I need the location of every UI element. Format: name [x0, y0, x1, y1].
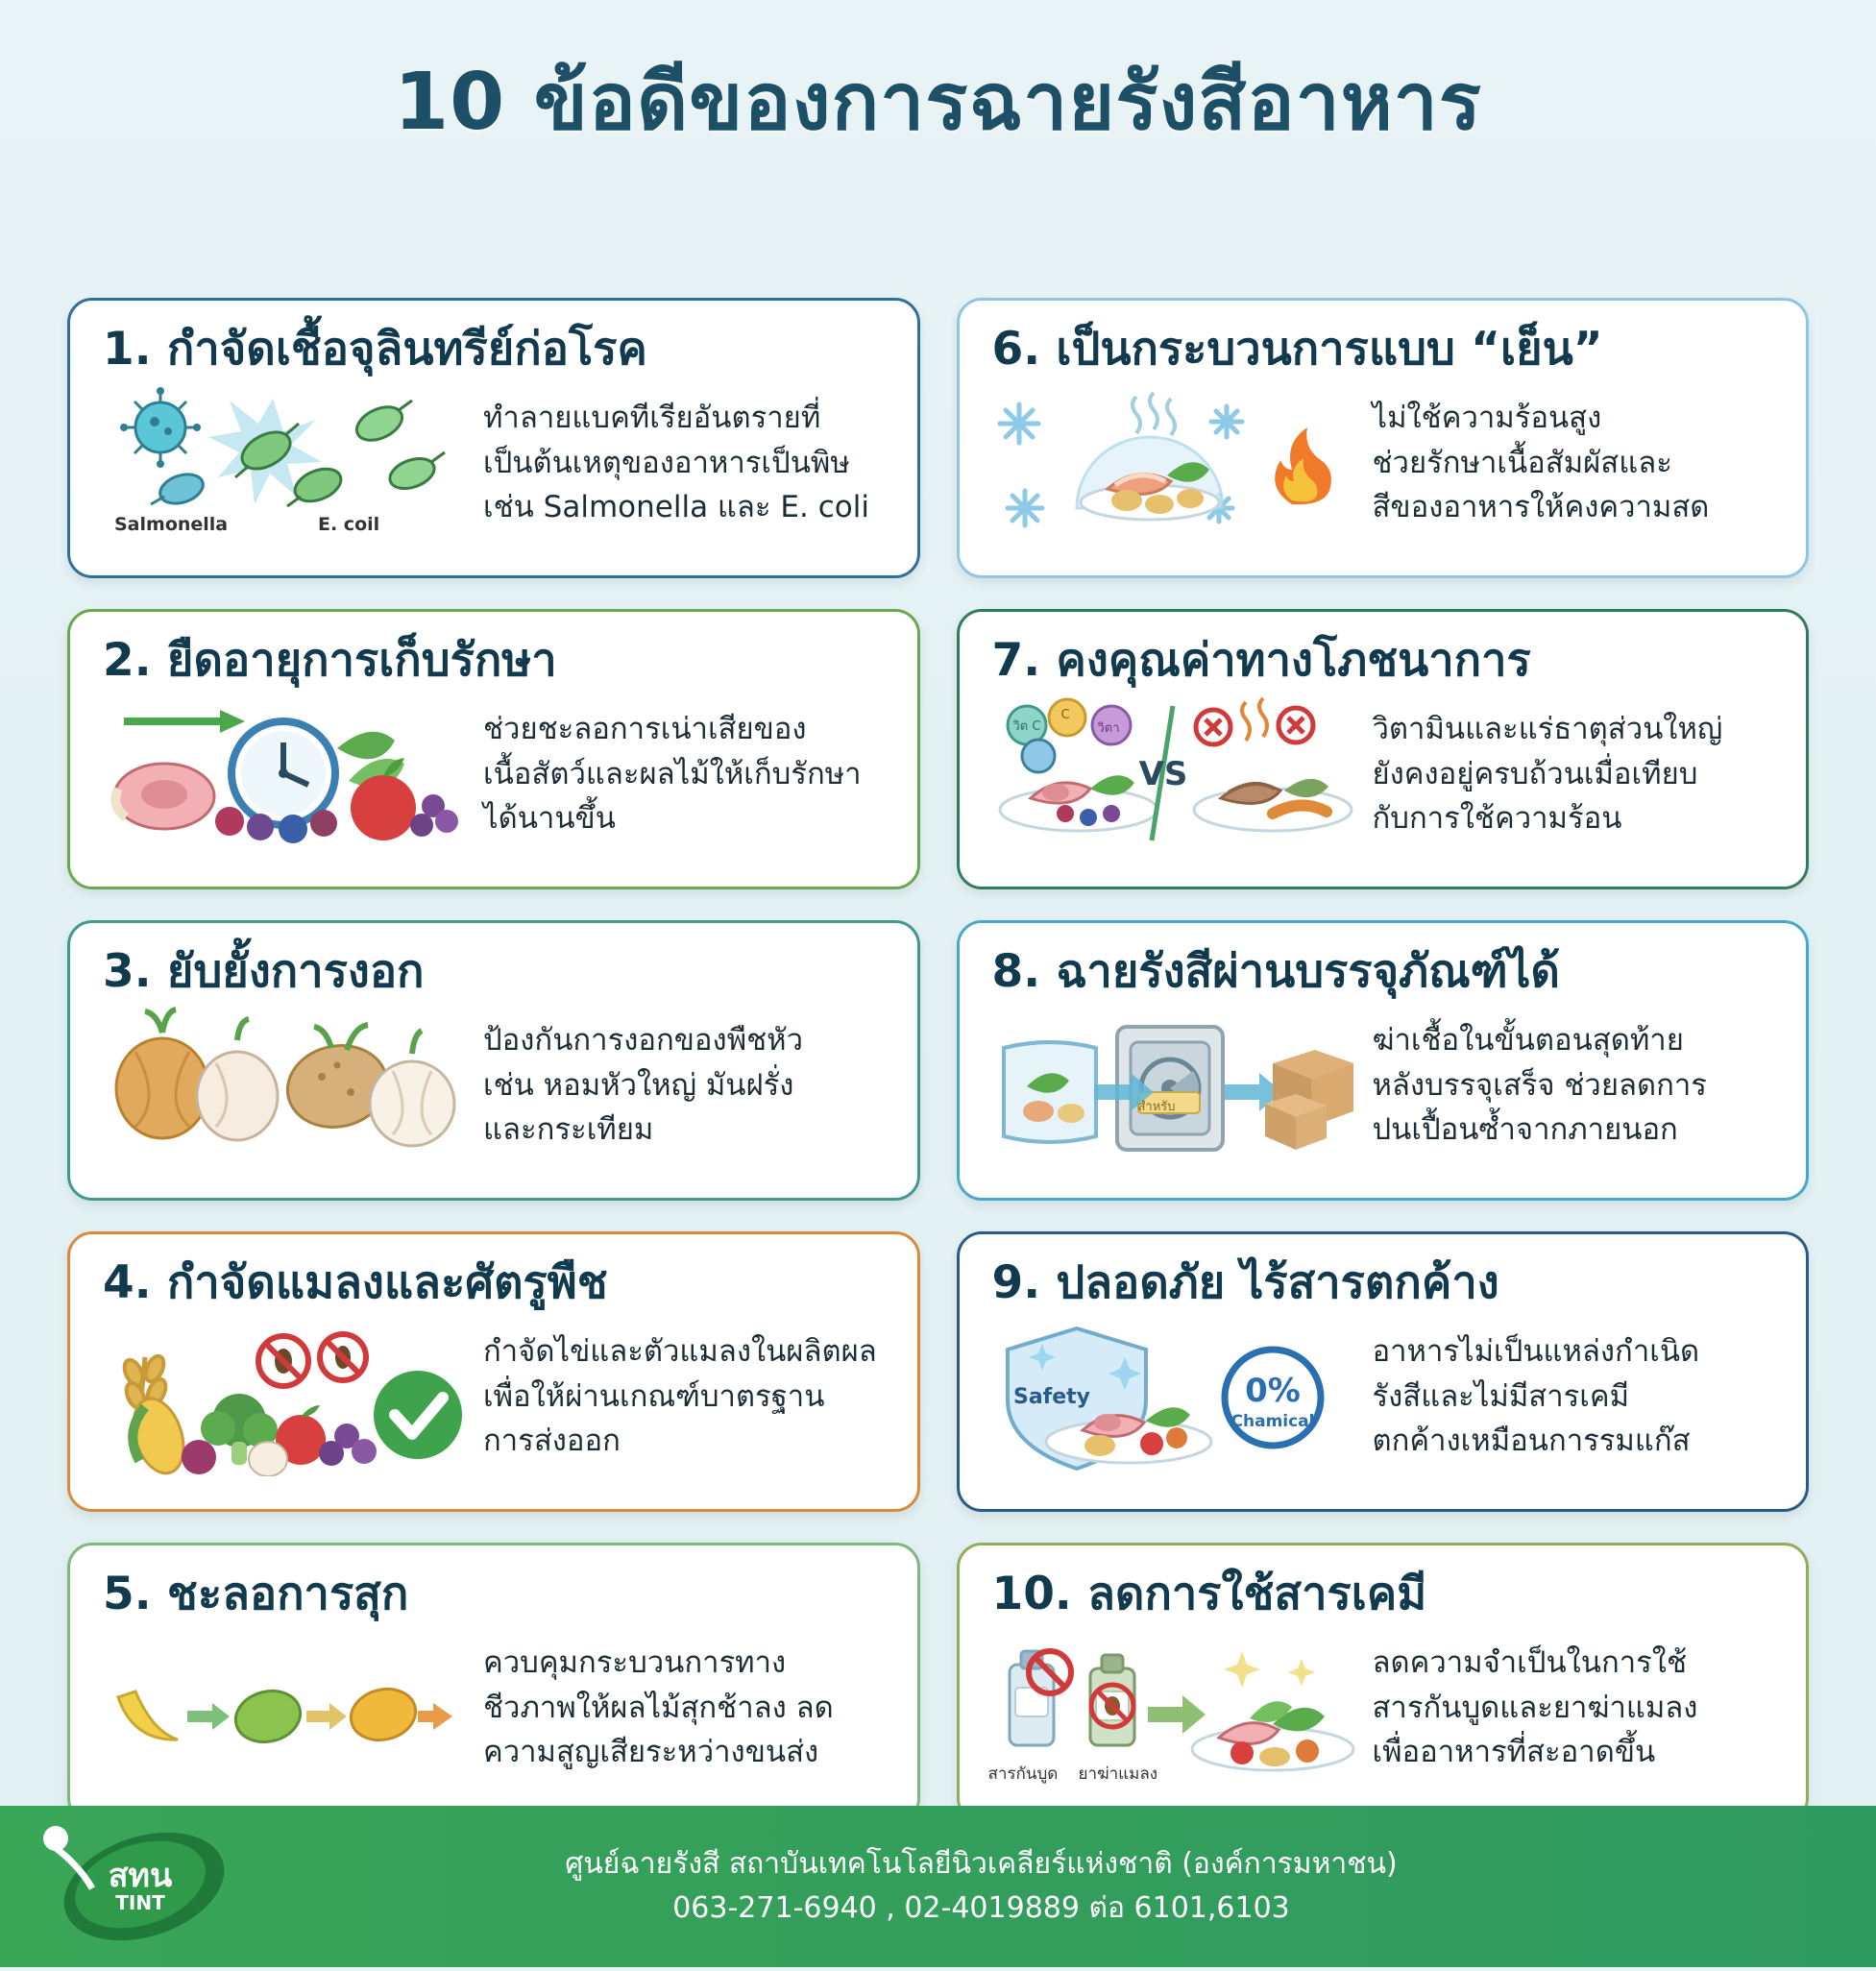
- svg-text:Chamical: Chamical: [1230, 1412, 1314, 1432]
- label-irradiation: สำหรับ: [1137, 1100, 1176, 1115]
- benefit-desc-1: ทำลายแบคทีเรียอันตรายที่ เป็นต้นเหตุของอาหารเป็นพิษ เช่น Salmonella และ E. coli: [483, 401, 869, 525]
- svg-text:0%: 0%: [1244, 1372, 1301, 1411]
- benefit-heading-3: 3. ยับยั้งการงอก: [103, 945, 425, 998]
- benefit-body-9: [985, 1315, 1782, 1476]
- safety-shield-icon: [985, 1315, 1359, 1476]
- benefit-body-6: [985, 381, 1782, 543]
- footer-bar: [0, 1806, 1876, 1967]
- benefit-card-7: [957, 609, 1810, 889]
- footer-contact: [279, 1842, 1876, 1932]
- benefit-card-4: [67, 1231, 920, 1512]
- benefit-card-1: [67, 298, 920, 578]
- benefit-heading-8: 8. ฉายรังสีผ่านบรรจุภัณฑ์ได้: [991, 945, 1560, 998]
- benefit-card-3: [67, 920, 920, 1201]
- benefit-desc-4: กำจัดไข่และตัวแมลงในผลิตผล เพื่อให้ผ่านเกณฑ์บาตรฐาน การส่งออก: [483, 1334, 877, 1459]
- benefit-card-2: [67, 609, 920, 889]
- benefit-heading-6: 6. เป็นกระบวนการแบบ “เย็น”: [991, 323, 1603, 376]
- benefit-heading-1: 1. กำจัดเชื้อจุลินทรีย์ก่อโรค: [103, 323, 647, 376]
- produce-no-insect-check-icon: [95, 1315, 470, 1476]
- clock-food-icon: [95, 693, 470, 854]
- benefit-body-1: [95, 381, 892, 543]
- benefit-body-4: [95, 1315, 892, 1476]
- benefit-card-9: [957, 1231, 1810, 1512]
- benefit-card-10: [957, 1543, 1810, 1823]
- no-chemicals-icon: [985, 1626, 1359, 1788]
- label-preservative: สารกันบูด: [987, 1764, 1059, 1785]
- page-title: 10 ข้อดีของการฉายรังสีอาหาร: [394, 57, 1482, 148]
- benefit-desc-3: ป้องกันการงอกของพืชหัว เช่น หอมหัวใหญ่ มันฝรั่ง และกระเทียม: [483, 1023, 804, 1148]
- left-column: [67, 298, 920, 1823]
- tint-logo: [0, 1806, 279, 1967]
- benefit-body-8: [985, 1004, 1782, 1165]
- benefit-body-10: [985, 1626, 1782, 1788]
- benefit-body-3: [95, 1004, 892, 1165]
- label-salmonella: Salmonella: [114, 514, 229, 536]
- benefit-desc-8: ฆ่าเชื้อในขั้นตอนสุดท้าย หลังบรรจุเสร็จ ช่วยลดการ ปนเปื้อนซ้ำจากภายนอก: [1372, 1023, 1707, 1148]
- benefit-body-5: [95, 1626, 892, 1788]
- right-column: [957, 298, 1810, 1823]
- benefit-heading-4: 4. กำจัดแมลงและศัตรูพืช: [103, 1256, 608, 1309]
- packaging-irradiation-icon: [985, 1004, 1359, 1165]
- footer-phone: 063-271-6940 , 02-4019889 ต่อ 6101,6103: [672, 1891, 1290, 1925]
- benefit-heading-10: 10. ลดการใช้สารเคมี: [991, 1568, 1427, 1620]
- benefit-body-7: [985, 693, 1782, 854]
- footer-org: ศูนย์ฉายรังสี สถาบันเทคโนโลยีนิวเคลียร์แห่งชาติ (องค์การมหาชน): [565, 1846, 1398, 1881]
- svg-text:สทน: สทน: [108, 1857, 173, 1895]
- label-insecticide: ยาฆ่าแมลง: [1078, 1764, 1158, 1785]
- benefit-desc-6: ไม่ใช้ความร้อนสูง ช่วยรักษาเนื้อสัมผัสและ สีของอาหารให้คงความสด: [1372, 401, 1710, 525]
- benefit-heading-5: 5. ชะลอการสุก: [103, 1568, 409, 1620]
- benefit-desc-7: วิตามินและแร่ธาตุส่วนใหญ่ ยังคงอยู่ครบถ้วนเมื่อเทียบ กับการใช้ความร้อน: [1372, 712, 1723, 837]
- benefit-heading-9: 9. ปลอดภัย ไร้สารตกค้าง: [991, 1256, 1499, 1309]
- ripening-fruit-arrow-icon: [95, 1626, 470, 1788]
- label-c: C: [1060, 708, 1070, 723]
- benefit-heading-2: 2. ยืดอายุการเก็บรักษา: [103, 634, 557, 687]
- vitamin-vs-heat-icon: [985, 693, 1359, 854]
- benefit-card-5: [67, 1543, 920, 1823]
- svg-text:VS: VS: [1138, 755, 1187, 794]
- benefit-desc-9: อาหารไม่เป็นแหล่งกำเนิด รังสีและไม่มีสารเคมี ตกค้างเหมือนการรมแก๊ส: [1372, 1334, 1700, 1459]
- svg-text:Safety: Safety: [1012, 1385, 1090, 1410]
- benefit-card-6: [957, 298, 1810, 578]
- onion-potato-garlic-icon: [95, 1004, 470, 1165]
- benefit-heading-7: 7. คงคุณค่าทางโภชนาการ: [991, 634, 1531, 687]
- label-vitamin-c: วิต C: [1012, 719, 1041, 735]
- label-ecoli: E. coil: [318, 514, 380, 536]
- benefit-desc-5: ควบคุมกระบวนการทาง ชีวภาพให้ผลไม้สุกช้าลง ลด ความสูญเสียระหว่างขนส่ง: [483, 1645, 834, 1770]
- benefit-card-8: [957, 920, 1810, 1201]
- benefit-desc-10: ลดความจำเป็นในการใช้ สารกันบูดและยาฆ่าแมลง เพื่ออาหารที่สะอาดขึ้น: [1372, 1645, 1698, 1770]
- bacteria-icon: [95, 381, 470, 543]
- svg-text:TINT: TINT: [115, 1891, 165, 1914]
- snowflake-flame-icon: [985, 381, 1359, 543]
- benefit-body-2: [95, 693, 892, 854]
- benefits-grid: [67, 298, 1809, 1823]
- label-vita: วิตา: [1097, 721, 1120, 737]
- benefit-desc-2: ช่วยชะลอการเน่าเสียของ เนื้อสัตว์และผลไม้ให้เก็บรักษา ได้นานขึ้น: [483, 712, 862, 837]
